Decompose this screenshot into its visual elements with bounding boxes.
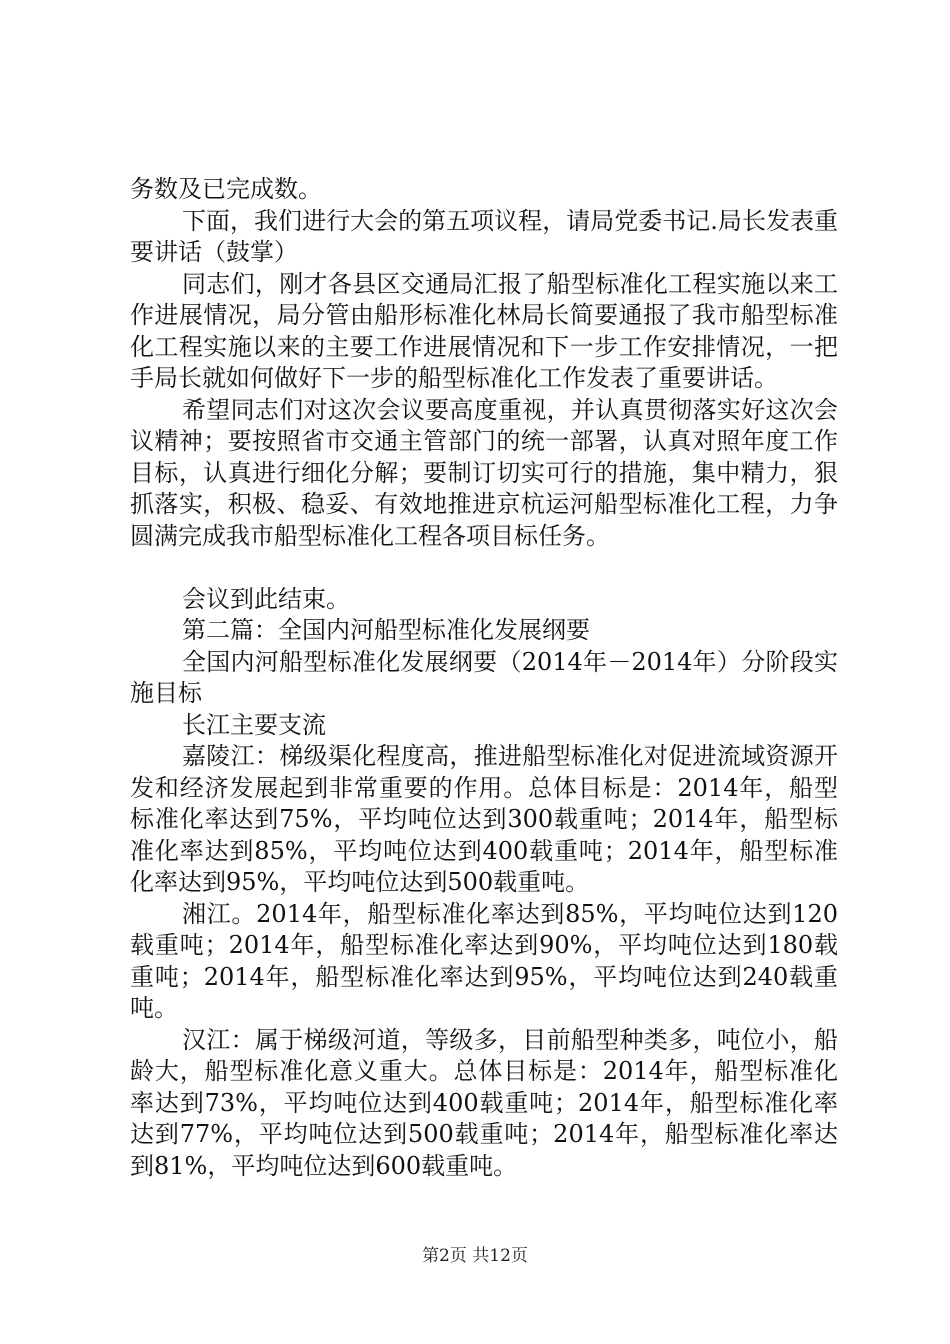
outline-title: 全国内河船型标准化发展纲要（2014年－2014年）分阶段实施目标 xyxy=(130,647,838,707)
paragraph-agenda: 下面，我们进行大会的第五项议程，请局党委书记.局长发表重要讲话（鼓掌） xyxy=(130,206,838,266)
subsection-heading: 长江主要支流 xyxy=(182,710,326,739)
paragraph-summary: 同志们，刚才各县区交通局汇报了船型标准化工程实施以来工作进展情况，局分管由船形标准化林局长简要通报了我市船型标准化工程实施以来的主要工作进展情况和下一步工作安排情况，一把手局长就如何做好下一步的船型标准化工作发表了重要讲话。 xyxy=(130,269,838,392)
section-heading: 第二篇：全国内河船型标准化发展纲要 xyxy=(182,616,590,644)
paragraph-han-river: 汉江：属于梯级河道，等级多，目前船型种类多，吨位小，船龄大，船型标准化意义重大。总体目标是：2014年，船型标准化率达到73%，平均吨位达到400载重吨；2014年，船型标准化率达到77%，平均吨位达到500载重吨；2014年，船型标准化率达到81%，平均吨位达到600载重吨。 xyxy=(130,1025,838,1180)
page-number-footer: 第2页 共12页 xyxy=(422,1246,528,1266)
paragraph-jialing-river: 嘉陵江：梯级渠化程度高，推进船型标准化对促进流域资源开发和经济发展起到非常重要的作用。总体目标是：2014年，船型标准化率达到75%，平均吨位达到300载重吨；2014年，船型标准化率达到85%，平均吨位达到400载重吨；2014年，船型标准化率达到95%，平均吨位达到500载重吨。 xyxy=(130,742,838,896)
paragraph-xiang-river: 湘江。2014年，船型标准化率达到85%，平均吨位达到120载重吨；2014年，船型标准化率达到90%，平均吨位达到180载重吨；2014年，船型标准化率达到95%，平均吨位达到240载重吨。 xyxy=(130,899,838,1022)
paragraph-continuation: 务数及已完成数。 xyxy=(130,175,322,203)
paragraph-gap xyxy=(130,552,838,584)
paragraph-expectations: 希望同志们对这次会议要高度重视，并认真贯彻落实好这次会议精神；要按照省市交通主管部门的统一部署，认真对照年度工作目标，认真进行细化分解；要制订切实可行的措施，集中精力，狠抓落实，积极、稳妥、有效地推进京杭运河船型标准化工程，力争圆满完成我市船型标准化工程各项目标任务。 xyxy=(130,395,838,550)
paragraph-closing: 会议到此结束。 xyxy=(182,584,350,613)
document-body xyxy=(130,174,838,1182)
